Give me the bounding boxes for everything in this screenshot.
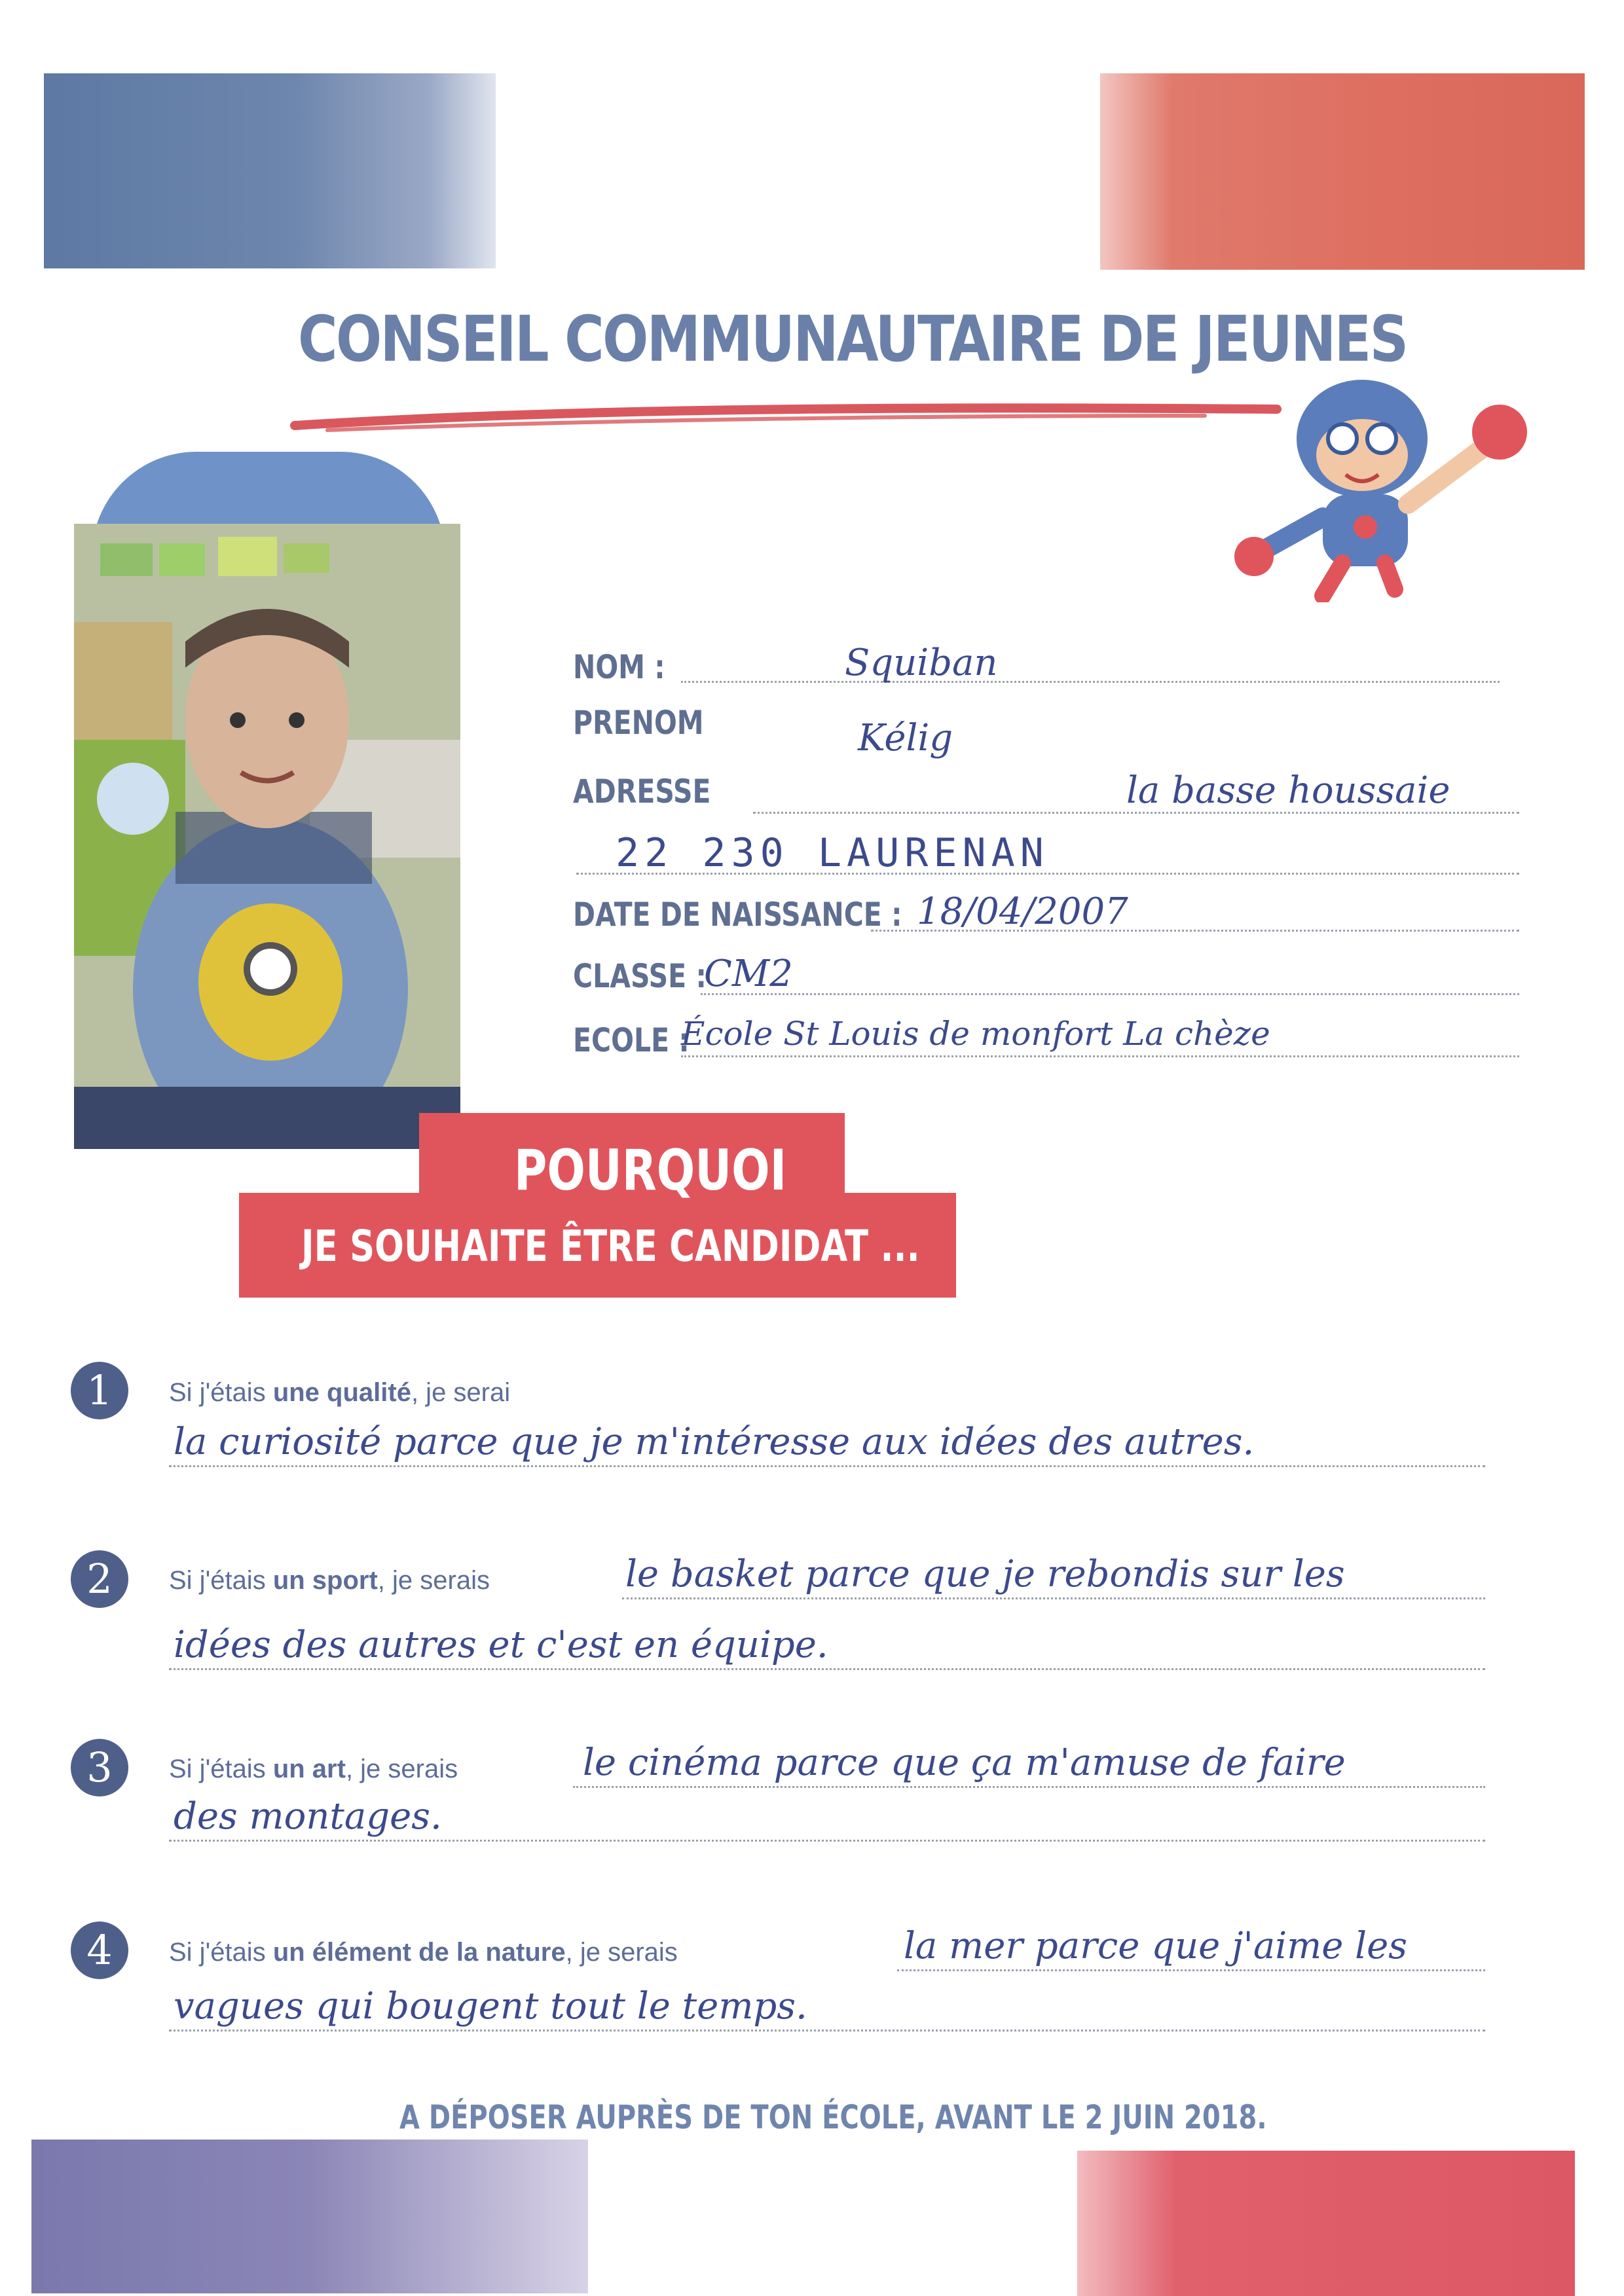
question-number-badge: 3 [71, 1739, 128, 1796]
answer-line [169, 1668, 1485, 1670]
classe-line [701, 993, 1519, 995]
answer-text-line-2: la curiosité parce que je m'intéresse aux idées des autres. [174, 1421, 1255, 1463]
ecole-value: École St Louis de monfort La chèze [681, 1015, 1270, 1053]
candidate-photo [74, 524, 460, 1149]
title-brush-underline [288, 390, 1283, 442]
answer-text-line-1: la mer parce que j'aime les [904, 1925, 1407, 1967]
corner-band-blue-top [44, 73, 496, 268]
prenom-label: PRENOM [573, 704, 704, 742]
answer-line [897, 1969, 1485, 1971]
adresse-line2-value: 22 230 LAURENAN [616, 830, 1049, 876]
prenom-value: Kélig [858, 717, 953, 759]
ecole-line [681, 1055, 1519, 1057]
answer-line [622, 1597, 1485, 1599]
answer-line [573, 1786, 1485, 1788]
nom-line [681, 681, 1500, 683]
banner-subtitle: JE SOUHAITE ÊTRE CANDIDAT ... [301, 1221, 920, 1271]
date-naissance-value: 18/04/2007 [917, 890, 1128, 933]
answer-text-line-2: idées des autres et c'est en équipe. [174, 1624, 828, 1666]
corner-band-blue-bottom [31, 2140, 588, 2293]
answer-text-line-1: le basket parce que je rebondis sur les [625, 1553, 1345, 1595]
superhero-mascot-icon [1211, 340, 1552, 602]
banner-title: POURQUOI [514, 1138, 787, 1203]
nom-value: Squiban [845, 642, 998, 684]
page-title: CONSEIL COMMUNAUTAIRE DE JEUNES [298, 302, 1407, 376]
corner-band-red-top [1100, 73, 1585, 270]
answer-line [169, 2030, 1485, 2032]
adresse-line1-value: la basse houssaie [1126, 769, 1450, 812]
answer-text-line-2: vagues qui bougent tout le temps. [174, 1985, 807, 2028]
answer-line [169, 1840, 1485, 1842]
answer-line [169, 1465, 1485, 1467]
ecole-label: ECOLE : [573, 1021, 690, 1059]
question-prompt: Si j'étais un art, je serais [169, 1755, 458, 1783]
question-prompt: Si j'étais un sport, je serais [169, 1566, 490, 1595]
question-prompt: Si j'étais une qualité, je serai [169, 1378, 511, 1407]
adresse-label: ADRESSE [573, 773, 711, 811]
question-number-badge: 4 [71, 1922, 128, 1979]
adresse-line-1 [753, 812, 1519, 814]
child-portrait-image [74, 524, 460, 1149]
classe-value: CM2 [704, 953, 793, 995]
corner-band-red-bottom [1077, 2151, 1575, 2296]
question-prompt: Si j'étais un élément de la nature, je serais [169, 1938, 678, 1967]
deposit-deadline-footer: A DÉPOSER AUPRÈS DE TON ÉCOLE, AVANT LE 2 JUIN 2018. [399, 2098, 1267, 2136]
nom-label: NOM : [573, 648, 665, 686]
question-number-badge: 1 [71, 1362, 128, 1419]
answer-text-line-1: le cinéma parce que ça m'amuse de faire [583, 1741, 1346, 1784]
date-naissance-label: DATE DE NAISSANCE : [573, 896, 902, 934]
answer-text-line-2: des montages. [174, 1795, 442, 1838]
classe-label: CLASSE : [573, 957, 707, 995]
question-number-badge: 2 [71, 1550, 128, 1608]
